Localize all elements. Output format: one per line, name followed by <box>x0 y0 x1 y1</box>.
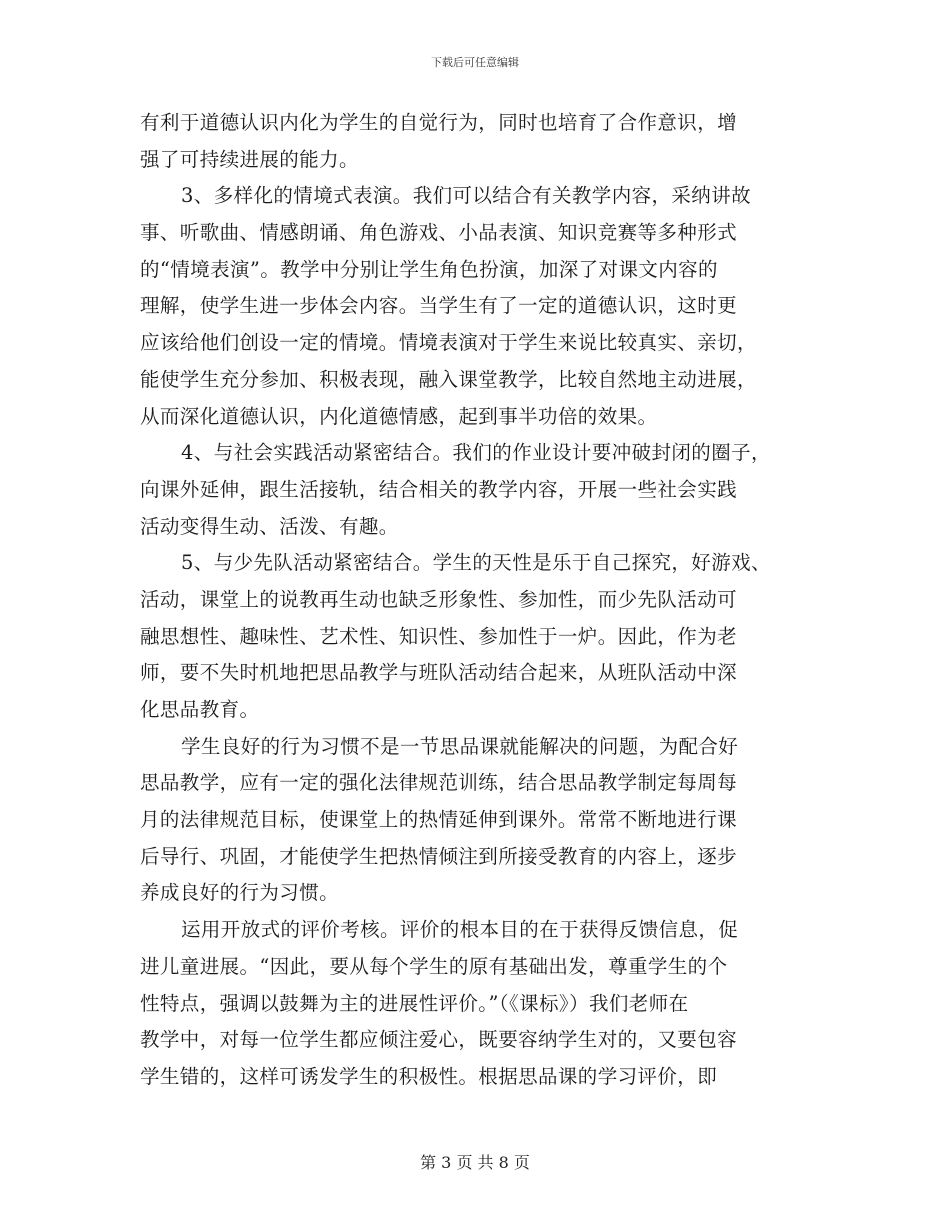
text-line: 强了可持续进展的能力。 <box>140 147 359 171</box>
text-line: 养成良好的行为习惯。 <box>140 881 340 905</box>
text-line: 融思想性、趣味性、艺术性、知识性、参加性于一炉。因此，作为老 <box>140 624 738 648</box>
text-line: 活动，课堂上的说教再生动也缺乏形象性、参加性，而少先队活动可 <box>140 587 738 611</box>
text-line: 进儿童进展。“因此，要从每个学生的原有基础出发，尊重学生的个 <box>140 954 728 978</box>
text-line: 活动变得生动、活泼、有趣。 <box>140 514 399 538</box>
text-line: 后导行、巩固，才能使学生把热情倾注到所接受教育的内容上，逐步 <box>140 844 738 868</box>
text-line: 从而深化道德认识，内化道德情感，起到事半功倍的效果。 <box>140 404 658 428</box>
text-line: 5、与少先队活动紧密结合。学生的天性是乐于自己探究，好游戏、 <box>181 551 771 575</box>
text-line: 思品教学，应有一定的强化法律规范训练，结合思品教学制定每周每 <box>140 771 738 795</box>
text-line: 应该给他们创设一定的情境。情境表演对于学生来说比较真实、亲切， <box>140 331 757 355</box>
page-footer: 第 3 页 共 8 页 <box>420 1153 530 1172</box>
text-line: 的“情境表演”。教学中分别让学生角色扮演，加深了对课文内容的 <box>140 257 718 281</box>
text-line: 学生错的，这样可诱发学生的积极性。根据思品课的学习评价，即 <box>140 1064 718 1088</box>
document-body <box>140 105 820 1096</box>
text-line: 能使学生充分参加、积极表现，融入课堂教学，比较自然地主动进展， <box>140 367 757 391</box>
text-line: 3、多样化的情境式表演。我们可以结合有关教学内容，采纳讲故 <box>181 184 752 208</box>
text-line: 月的法律规范目标，使课堂上的热情延伸到课外。常常不断地进行课 <box>140 808 738 832</box>
text-line: 学生良好的行为习惯不是一节思品课就能解决的问题，为配合好 <box>181 734 739 758</box>
text-line: 性特点，强调以鼓舞为主的进展性评价。”（《课标》）我们老师在 <box>140 991 689 1015</box>
text-line: 运用开放式的评价考核。评价的根本目的在于获得反馈信息，促 <box>181 918 739 942</box>
text-line: 化思品教育。 <box>140 698 260 721</box>
text-line: 4、与社会实践活动紧密结合。我们的作业设计要冲破封闭的圈子， <box>181 441 771 465</box>
text-line: 有利于道德认识内化为学生的自觉行为，同时也培育了合作意识，增 <box>140 111 738 134</box>
text-line: 师，要不失时机地把思品教学与班队活动结合起来，从班队活动中深 <box>140 661 738 685</box>
text-line: 教学中，对每一位学生都应倾注爱心，既要容纳学生对的，又要包容 <box>140 1028 738 1052</box>
text-line: 事、听歌曲、情感朗诵、角色游戏、小品表演、知识竞赛等多种形式 <box>140 221 738 245</box>
page-header: 下载后可任意编辑 <box>431 56 519 69</box>
text-line: 向课外延伸，跟生活接轨，结合相关的教学内容，开展一些社会实践 <box>140 477 738 501</box>
text-line: 理解，使学生进一步体会内容。当学生有了一定的道德认识，这时更 <box>140 294 738 318</box>
